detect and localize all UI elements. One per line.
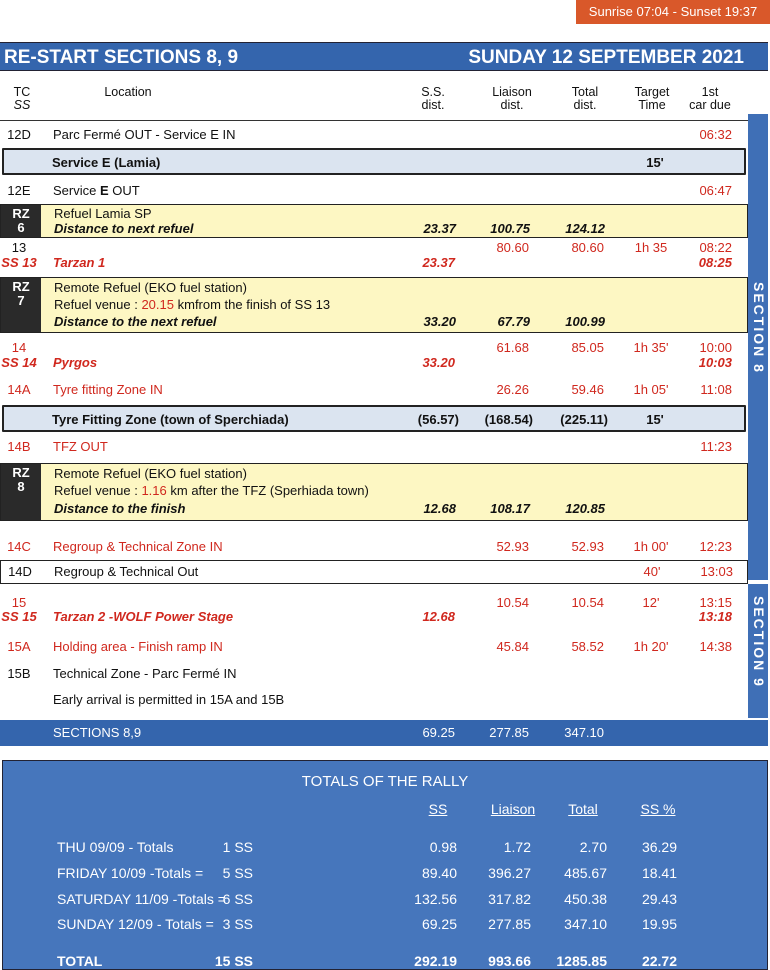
headers-target-2: Time bbox=[638, 98, 666, 112]
header-target bbox=[628, 86, 676, 112]
rows-r13-tc: 13 bbox=[11, 240, 27, 255]
title-bar bbox=[0, 42, 768, 71]
rz-badge bbox=[1, 278, 41, 332]
rows-rz7-rz2: 7 bbox=[17, 293, 25, 308]
totals-rows-2-pct: 29.43 bbox=[641, 891, 677, 907]
totals-rows-3-pct: 19.95 bbox=[641, 916, 677, 932]
header-tc bbox=[0, 86, 44, 112]
table-row bbox=[0, 238, 748, 276]
page-title: RE-START SECTIONS 8, 9 bbox=[4, 47, 239, 68]
totals-grand-total: 1285.85 bbox=[556, 953, 607, 969]
totals-rows-3-liaison: 277.85 bbox=[488, 916, 531, 932]
rows-rz6-loc1: Refuel Lamia SP bbox=[54, 206, 152, 221]
totals-rows-3-label: SUNDAY 12/09 - Totals = bbox=[57, 916, 214, 932]
totals-rows-1-ss: 89.40 bbox=[421, 865, 457, 881]
header-location: Location bbox=[104, 85, 152, 99]
rows-rz7-loc2-b: 20.15 bbox=[141, 297, 174, 312]
totals-rows-2-ss: 132.56 bbox=[414, 891, 457, 907]
rows-r15-ss: 12.68 bbox=[422, 609, 455, 624]
table-row bbox=[0, 595, 748, 631]
rally-totals-box bbox=[2, 760, 768, 970]
totals-rows-3-ss: 69.25 bbox=[421, 916, 457, 932]
rows-r14-due2: 10:03 bbox=[698, 355, 732, 370]
rows-tfz-ss: (56.57) bbox=[417, 412, 459, 427]
rows-r15b-tc: 15B bbox=[7, 666, 31, 681]
rows-r12e-tc: 12E bbox=[7, 183, 31, 198]
rows-rz6-loc2: Distance to next refuel bbox=[54, 221, 194, 236]
rows-r12d-loc: Parc Fermé OUT - Service E IN bbox=[53, 127, 236, 142]
rows-service-e-target: 15' bbox=[646, 155, 664, 170]
rows-r12e-loc-a: Service bbox=[53, 183, 100, 198]
rows-r14-loc: Pyrgos bbox=[53, 355, 98, 370]
rows-r12e-loc-c: OUT bbox=[108, 183, 140, 198]
totals-rows-0-pct: 36.29 bbox=[641, 839, 677, 855]
rows-r14d-tc: 14D bbox=[8, 564, 32, 579]
rows-r13-target: 1h 35 bbox=[634, 240, 668, 255]
rz-badge bbox=[1, 205, 41, 237]
headers-tc: TC bbox=[13, 85, 31, 99]
rows-rz7-total: 100.99 bbox=[565, 314, 605, 329]
rows-rz8-total: 120.85 bbox=[565, 501, 605, 516]
rows-r14a-liaison: 26.26 bbox=[496, 382, 529, 397]
rows-r12e-due: 06:47 bbox=[699, 183, 732, 198]
early-arrival-note bbox=[0, 692, 748, 712]
headers-liaison-1: Liaison bbox=[492, 85, 532, 99]
rows-r14b-loc: TFZ OUT bbox=[53, 439, 108, 454]
totals-rows-2-liaison: 317.82 bbox=[488, 891, 531, 907]
rows-rz7-rz1: RZ bbox=[12, 279, 30, 294]
rows-service-e-loc: Service E (Lamia) bbox=[52, 155, 161, 170]
rows-r15a-loc: Holding area - Finish ramp IN bbox=[53, 639, 223, 654]
rows-r14-tc-ss: SS 14 bbox=[1, 355, 37, 370]
table-row bbox=[0, 560, 748, 584]
totals-rows-2-total: 450.38 bbox=[564, 891, 607, 907]
rows-rz8-loc2-a: Refuel venue : bbox=[54, 483, 142, 498]
header-total bbox=[560, 86, 610, 112]
totals-rows-1-liaison: 396.27 bbox=[488, 865, 531, 881]
rows-note: Early arrival is permitted in 15A and 15B bbox=[53, 692, 285, 707]
rows-rz8-ss: 12.68 bbox=[423, 501, 456, 516]
rows-r15a-liaison: 45.84 bbox=[496, 639, 529, 654]
rows-rz8-loc1: Remote Refuel (EKO fuel station) bbox=[54, 466, 247, 481]
rows-r14-liaison: 61.68 bbox=[496, 340, 529, 355]
table-row bbox=[0, 178, 748, 204]
sections-total-label: SECTIONS 8,9 bbox=[53, 725, 142, 740]
headers-due-1: 1st bbox=[701, 85, 719, 99]
totals-rows-1-count: 5 SS bbox=[222, 865, 253, 881]
rows-r14d-loc: Regroup & Technical Out bbox=[54, 564, 199, 579]
rows-r14a-total: 59.46 bbox=[571, 382, 604, 397]
rows-r15-due2: 13:18 bbox=[698, 609, 732, 624]
sections-total-total: 347.10 bbox=[564, 725, 604, 740]
headers-ss-dist-2: dist. bbox=[421, 98, 445, 112]
totals-grand-liaison: 993.66 bbox=[488, 953, 531, 969]
rows-r13-due: 08:22 bbox=[699, 240, 732, 255]
totals-headers-total: Total bbox=[568, 801, 598, 817]
rows-rz7-loc2-c: kmfrom the finish of SS 13 bbox=[174, 297, 331, 312]
rows-r13-total: 80.60 bbox=[571, 240, 604, 255]
rows-r14-target: 1h 35' bbox=[633, 340, 669, 355]
totals-rows-3-total: 347.10 bbox=[564, 916, 607, 932]
rows-rz8-rz1: RZ bbox=[12, 465, 30, 480]
headers-ss-dist-1: S.S. bbox=[421, 85, 445, 99]
rows-rz8-liaison: 108.17 bbox=[490, 501, 530, 516]
rows-rz6-rz1: RZ bbox=[12, 206, 30, 221]
rows-tfz-loc: Tyre Fitting Zone (town of Sperchiada) bbox=[52, 412, 289, 427]
section-labels-s8: SECTION 8 bbox=[751, 282, 767, 374]
rows-r14c-total: 52.93 bbox=[571, 539, 604, 554]
totals-rows-0-total: 2.70 bbox=[579, 839, 607, 855]
section-8-band bbox=[748, 114, 768, 580]
rows-r14c-target: 1h 00' bbox=[633, 539, 669, 554]
sections-total-liaison: 277.85 bbox=[489, 725, 529, 740]
totals-grand-label: TOTAL bbox=[57, 953, 103, 969]
headers-tc-sub: SS bbox=[13, 98, 31, 112]
rows-r12d-tc: 12D bbox=[7, 127, 31, 142]
headers-total-1: Total bbox=[571, 85, 599, 99]
rows-r15-tc: 15 bbox=[11, 595, 27, 610]
refuel-zone-7 bbox=[0, 277, 748, 333]
header-ss-dist bbox=[408, 86, 458, 112]
rows-rz8-loc2-c: km after the TFZ (Sperhiada town) bbox=[166, 483, 369, 498]
page-date: SUNDAY 12 SEPTEMBER 2021 bbox=[468, 47, 744, 68]
sections-total-ss: 69.25 bbox=[422, 725, 455, 740]
rows-rz7-loc2-a: Refuel venue : bbox=[54, 297, 142, 312]
totals-rows-0-count: 1 SS bbox=[222, 839, 253, 855]
rows-r14-ss: 33.20 bbox=[422, 355, 455, 370]
rows-r14a-tc: 14A bbox=[7, 382, 31, 397]
rows-r15b-loc: Technical Zone - Parc Fermé IN bbox=[53, 666, 237, 681]
totals-rows-1-label: FRIDAY 10/09 -Totals = bbox=[57, 865, 204, 881]
rows-r15-total: 10.54 bbox=[571, 595, 604, 610]
rows-r14b-tc: 14B bbox=[7, 439, 31, 454]
totals-rows-2-count: 6 SS bbox=[222, 891, 253, 907]
totals-grand-count: 15 SS bbox=[214, 953, 253, 969]
rows-r14c-due: 12:23 bbox=[699, 539, 732, 554]
rows-rz7-ss: 33.20 bbox=[423, 314, 456, 329]
totals-rows-3-count: 3 SS bbox=[222, 916, 253, 932]
rows-rz7-loc1: Remote Refuel (EKO fuel station) bbox=[54, 280, 247, 295]
totals-rows-0-ss: 0.98 bbox=[429, 839, 457, 855]
rows-r14-total: 85.05 bbox=[571, 340, 604, 355]
table-row bbox=[0, 534, 748, 560]
table-row bbox=[0, 338, 748, 374]
totals-headers-liaison: Liaison bbox=[490, 801, 536, 817]
section-labels-s9: SECTION 9 bbox=[751, 596, 767, 688]
rows-r13-tc-ss: SS 13 bbox=[1, 255, 37, 270]
table-row bbox=[0, 120, 748, 148]
rows-rz8-loc2-b: 1.16 bbox=[141, 483, 167, 498]
rows-rz6-ss: 23.37 bbox=[423, 221, 456, 236]
headers-liaison-2: dist. bbox=[500, 98, 524, 112]
totals-grand-pct: 22.72 bbox=[641, 953, 677, 969]
totals-rows-0-label: THU 09/09 - Totals bbox=[57, 839, 174, 855]
rz-badge bbox=[1, 464, 41, 520]
rows-r14b-due: 11:23 bbox=[700, 439, 732, 454]
rows-r14a-due: 11:08 bbox=[700, 382, 732, 397]
rows-r13-due2: 08:25 bbox=[698, 255, 732, 270]
table-row bbox=[0, 664, 748, 688]
rows-r14c-loc: Regroup & Technical Zone IN bbox=[53, 539, 223, 554]
rows-r15-tc-ss: SS 15 bbox=[1, 609, 37, 624]
rows-r13-liaison: 80.60 bbox=[496, 240, 529, 255]
sunrise-sunset-banner: Sunrise 07:04 - Sunset 19:37 bbox=[576, 0, 770, 24]
refuel-zone-6 bbox=[0, 204, 748, 238]
totals-grand-ss: 292.19 bbox=[414, 953, 457, 969]
rows-r15-liaison: 10.54 bbox=[496, 595, 529, 610]
table-row bbox=[0, 637, 748, 661]
rows-r15-loc: Tarzan 2 -WOLF Power Stage bbox=[53, 609, 234, 624]
totals-headers-pct: SS % bbox=[640, 801, 676, 817]
rows-tfz-total: (225.11) bbox=[560, 412, 608, 427]
rows-r14-due: 10:00 bbox=[699, 340, 732, 355]
header-due bbox=[686, 86, 734, 112]
totals-rows-2-label: SATURDAY 11/09 -Totals = bbox=[57, 891, 226, 907]
rows-r13-ss: 23.37 bbox=[422, 255, 455, 270]
rows-rz8-rz2: 8 bbox=[17, 479, 25, 494]
rows-rz6-liaison: 100.75 bbox=[490, 221, 530, 236]
headers-due-2: car due bbox=[689, 98, 731, 112]
rows-r12d-due: 06:32 bbox=[699, 127, 732, 142]
rows-tfz-target: 15' bbox=[646, 412, 664, 427]
totals-title: TOTALS OF THE RALLY bbox=[301, 773, 469, 790]
rows-r15-target: 12' bbox=[642, 595, 660, 610]
headers-total-2: dist. bbox=[573, 98, 597, 112]
sections-total-bar bbox=[0, 720, 768, 746]
rows-r15a-target: 1h 20' bbox=[633, 639, 669, 654]
tyre-fitting-zone-box bbox=[2, 405, 746, 432]
section-9-band bbox=[748, 584, 768, 718]
rows-tfz-liaison: (168.54) bbox=[484, 412, 533, 427]
rows-r15a-tc: 15A bbox=[7, 639, 31, 654]
rows-r14c-liaison: 52.93 bbox=[496, 539, 529, 554]
rows-rz8-loc3: Distance to the finish bbox=[54, 501, 186, 516]
rows-rz6-rz2: 6 bbox=[17, 220, 25, 235]
table-row bbox=[0, 378, 748, 404]
rows-r14a-target: 1h 05' bbox=[633, 382, 669, 397]
rows-r12e-loc-b: E bbox=[99, 183, 109, 198]
rows-r15-due: 13:15 bbox=[699, 595, 732, 610]
service-e-box bbox=[2, 148, 746, 175]
rows-r14d-target: 40' bbox=[643, 564, 661, 579]
rows-r14a-loc: Tyre fitting Zone IN bbox=[53, 382, 163, 397]
totals-rows-1-total: 485.67 bbox=[564, 865, 607, 881]
rows-rz6-total: 124.12 bbox=[565, 221, 605, 236]
rows-r14c-tc: 14C bbox=[7, 539, 31, 554]
rows-r15a-total: 58.52 bbox=[571, 639, 604, 654]
headers-target-1: Target bbox=[634, 85, 670, 99]
totals-rows-0-liaison: 1.72 bbox=[503, 839, 531, 855]
rows-r15a-due: 14:38 bbox=[699, 639, 732, 654]
rows-r14d-due: 13:03 bbox=[700, 564, 733, 579]
refuel-zone-8 bbox=[0, 463, 748, 521]
rows-r14-tc: 14 bbox=[11, 340, 27, 355]
rows-rz7-loc3: Distance to the next refuel bbox=[54, 314, 217, 329]
totals-headers-ss: SS bbox=[428, 801, 448, 817]
totals-rows-1-pct: 18.41 bbox=[641, 865, 677, 881]
table-row bbox=[0, 434, 748, 460]
header-liaison bbox=[484, 86, 540, 112]
rows-rz7-liaison: 67.79 bbox=[497, 314, 530, 329]
rows-r13-loc: Tarzan 1 bbox=[53, 255, 106, 270]
